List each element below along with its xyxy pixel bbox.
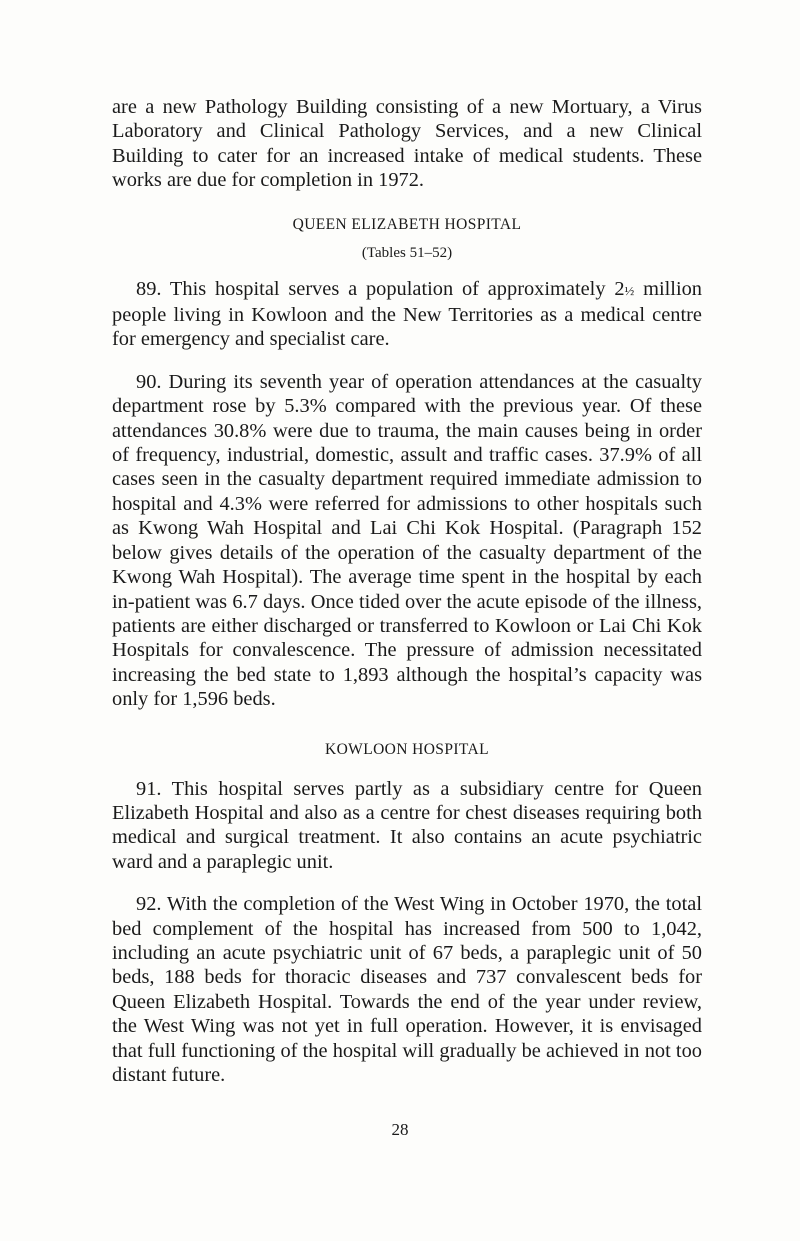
page-number: 28	[391, 1120, 409, 1139]
fraction-half: ½	[624, 282, 635, 298]
section-heading-queen-elizabeth: QUEEN ELIZABETH HOSPITAL	[292, 215, 522, 233]
tables-reference: (Tables 51–52)	[361, 244, 453, 261]
paragraph-89-text-start: 89. This hospital serves a population of approximately 2	[136, 277, 625, 300]
paragraph-91: 91. This hospital serves partly as a subsidiary centre for Queen Elizabeth Hospital and also as a centre for chest diseases requiring both medical and surgical treatment. It also contains an acute psychiatric ward and a paraplegic unit.	[112, 777, 702, 873]
paragraph-90: 90. During its seventh year of operation attendances at the casualty department rose by 5.3% compared with the previous year. Of these attendances 30.8% were due to trauma, the main causes being in order of frequency, industrial, domestic, assult and traffic cases. 37.9% of all cases seen in the casualty department required immediate admission to hospital and 4.3% were referred for admissions to other hospitals such as Kwong Wah Hospital and Lai Chi Kok Hospital. (Paragraph 152 below gives details of the operation of the casualty department of the Kwong Wah Hospital). The average time spent in the hospital by each in-patient was 6.7 days. Once tided over the acute episode of the illness, patients are either discharged or transferred to Kowloon or Lai Chi Kok Hospitals for convalescence. The pressure of admission necessitated increasing the bed state to 1,893 although the hospital’s capacity was only for 1,596 beds.	[112, 370, 702, 711]
paragraph-89	[112, 277, 702, 352]
paragraph-89-text-end: million people living in Kowloon and the New Territories as a medical centre for emergency and specialist care.	[112, 277, 702, 351]
section-heading-kowloon: KOWLOON HOSPITAL	[324, 740, 490, 758]
page-body	[112, 95, 702, 1105]
paragraph-92: 92. With the completion of the West Wing in October 1970, the total bed complement of the hospital has increased from 500 to 1,042, including an acute psychiatric unit of 67 beds, a paraplegic unit of 50 beds, 188 beds for thoracic diseases and 737 convalescent beds for Queen Elizabeth Hospital. Towards the end of the year under review, the West Wing was not yet in full operation. However, it is envisaged that full functioning of the hospital will gradually be achieved in not too distant future.	[112, 893, 702, 1086]
intro-paragraph: are a new Pathology Building consisting of a new Mortuary, a Virus Laboratory and Clinical Pathology Services, and a new Clinical Building to cater for an increased intake of medical students. These works are due for completion in 1972.	[112, 96, 702, 192]
